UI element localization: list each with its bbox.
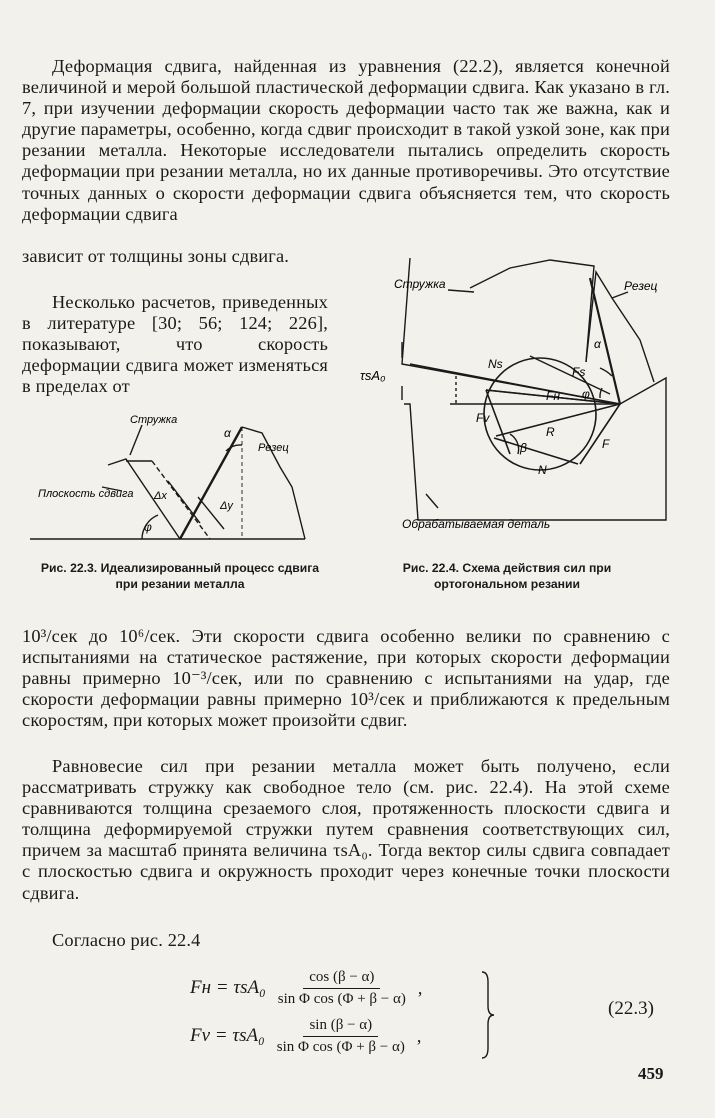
paragraph-according <box>22 930 670 951</box>
fraction <box>271 1017 411 1056</box>
chip-label-leader <box>130 425 142 455</box>
delta-x-arrow <box>168 481 200 523</box>
fig2-label-chip: Стружка <box>394 277 446 291</box>
denominator: sin Φ cos (Φ + β − α) <box>276 1038 405 1055</box>
fig2-label-tool: Резец <box>624 279 658 293</box>
fig2-label-workpiece: Обрабатываемая деталь <box>402 517 551 531</box>
equation-22-3 <box>150 962 680 1068</box>
fv-vector <box>486 390 510 454</box>
fs-vector <box>530 356 610 394</box>
equation-brace <box>480 970 496 1060</box>
fig2-r: R <box>546 425 555 439</box>
fig1-alpha: α <box>224 426 231 440</box>
fig2-alpha: α <box>594 337 601 351</box>
fig1-label-chip: Стружка <box>130 414 178 426</box>
figure-22-3 <box>30 405 330 555</box>
fig2-tau: τsA₀ <box>360 368 386 383</box>
paragraph-rates-cont <box>22 626 670 731</box>
fig2-ns: Ns <box>488 357 503 371</box>
chip-label-leader <box>448 290 474 292</box>
numerator: cos (β − α) <box>303 969 380 989</box>
paragraph-text: Несколько расчетов, приведенных в литературе [30; 56; 124; 226], показывают, что скорость деформации сдвига может изменяться в пределах от <box>22 292 328 397</box>
fig1-dy: Δy <box>220 500 233 512</box>
paragraph-text: Согласно рис. 22.4 <box>52 930 201 950</box>
paragraph-text: Равновесие сил при резании металла может быть получено, если рассматривать стружку как свободное тело (см. рис. 22.4). На этой схеме сравниваются толщина срезаемого слоя, протяженность плоскости сдвига и толщина деформируемой стружки путем сравнения соответствующих сил, причем за масштаб принята величина τsA₀. Тогда вектор силы сдвига совпадает с плоскостью сдвига и окружность проходит через конечные точки плоскости сдвига. <box>22 756 670 903</box>
fig2-beta: β <box>520 441 527 455</box>
equation-lhs: Fн = τsA₀ <box>190 977 266 998</box>
paragraph-intro <box>22 56 670 225</box>
fig2-phi: φ <box>582 387 590 401</box>
fig2-f: F <box>602 437 610 451</box>
fig2-fs: Fs <box>572 365 586 379</box>
equation-number: (22.3) <box>608 998 654 1019</box>
equation-row-fn: Fн = τsA₀ $\frac{\cos (\beta - \alpha)}{\text{sin Φ cos (Φ + β − α)}}$ , <box>190 968 423 1007</box>
fig2-n: N <box>538 463 547 477</box>
denominator: sin Φ cos (Φ + β − α) <box>277 990 406 1007</box>
figure-22-4 <box>350 258 670 558</box>
workpiece-outline <box>402 258 666 520</box>
tool-face-line <box>180 427 242 539</box>
paragraph-text: 10³/сек до 10⁶/сек. Эти скорости сдвига особенно велики по сравнению с испытаниями на статическое растяжение, при которых скорости деформации равны примерно 10⁻³/сек, или по сравнению с испытаниями на удар, где скорости деформации равны примерно 10³/сек и приближаются к предельным скоростям, при которых может произойти сдвиг. <box>22 626 670 731</box>
chip-outline <box>470 260 594 362</box>
workpiece-label-leader <box>426 494 438 508</box>
numerator: sin (β − α) <box>303 1017 378 1037</box>
figure-22-4-caption: Рис. 22.4. Схема действия сил при ортогональном резании <box>402 561 612 591</box>
fig1-dx: Δx <box>154 490 167 502</box>
paragraph-text: Деформация сдвига, найденная из уравнения (22.2), является конечной величиной и мерой большой пластической деформации сдвига. Как указано в гл. 7, при изучении деформации скорость деформации часто так же важна, как и другие параметры, особенно, когда сдвиг происходит в такой узкой зоне, как при резании металла. Некоторые исследователи пытались определить скорость деформации при резании металла, но их данные противоречивы. Это отсутствие точных данных о скорости деформации сдвига объясняется тем, что скорость деформации сдвига <box>22 56 670 224</box>
fraction <box>272 969 412 1008</box>
equation-lhs: Fv = τsA₀ <box>190 1025 265 1046</box>
paragraph-rates <box>22 292 328 397</box>
fig1-label-tool: Резец <box>258 442 289 454</box>
paragraph-equilibrium <box>22 756 670 904</box>
n-vector <box>494 438 578 464</box>
paragraph-intro-tail: зависит от толщины зоны сдвига. <box>22 246 290 266</box>
fig1-label-plane: Плоскость сдвига <box>38 488 134 500</box>
equation-row-fv: Fv = τsA₀ $\frac{\sin (\beta - \alpha)}{\text{sin Φ cos (Φ + β − α)}}$ , <box>190 1016 422 1055</box>
fig2-fn: Fн <box>546 389 560 403</box>
fig2-fv: Fv <box>476 411 490 425</box>
page-number: 459 <box>638 1064 664 1083</box>
alpha-arc <box>600 368 612 376</box>
figure-22-3-caption: Рис. 22.3. Идеализированный процесс сдвига при резании металла <box>40 561 320 591</box>
fig1-phi: φ <box>144 520 152 534</box>
